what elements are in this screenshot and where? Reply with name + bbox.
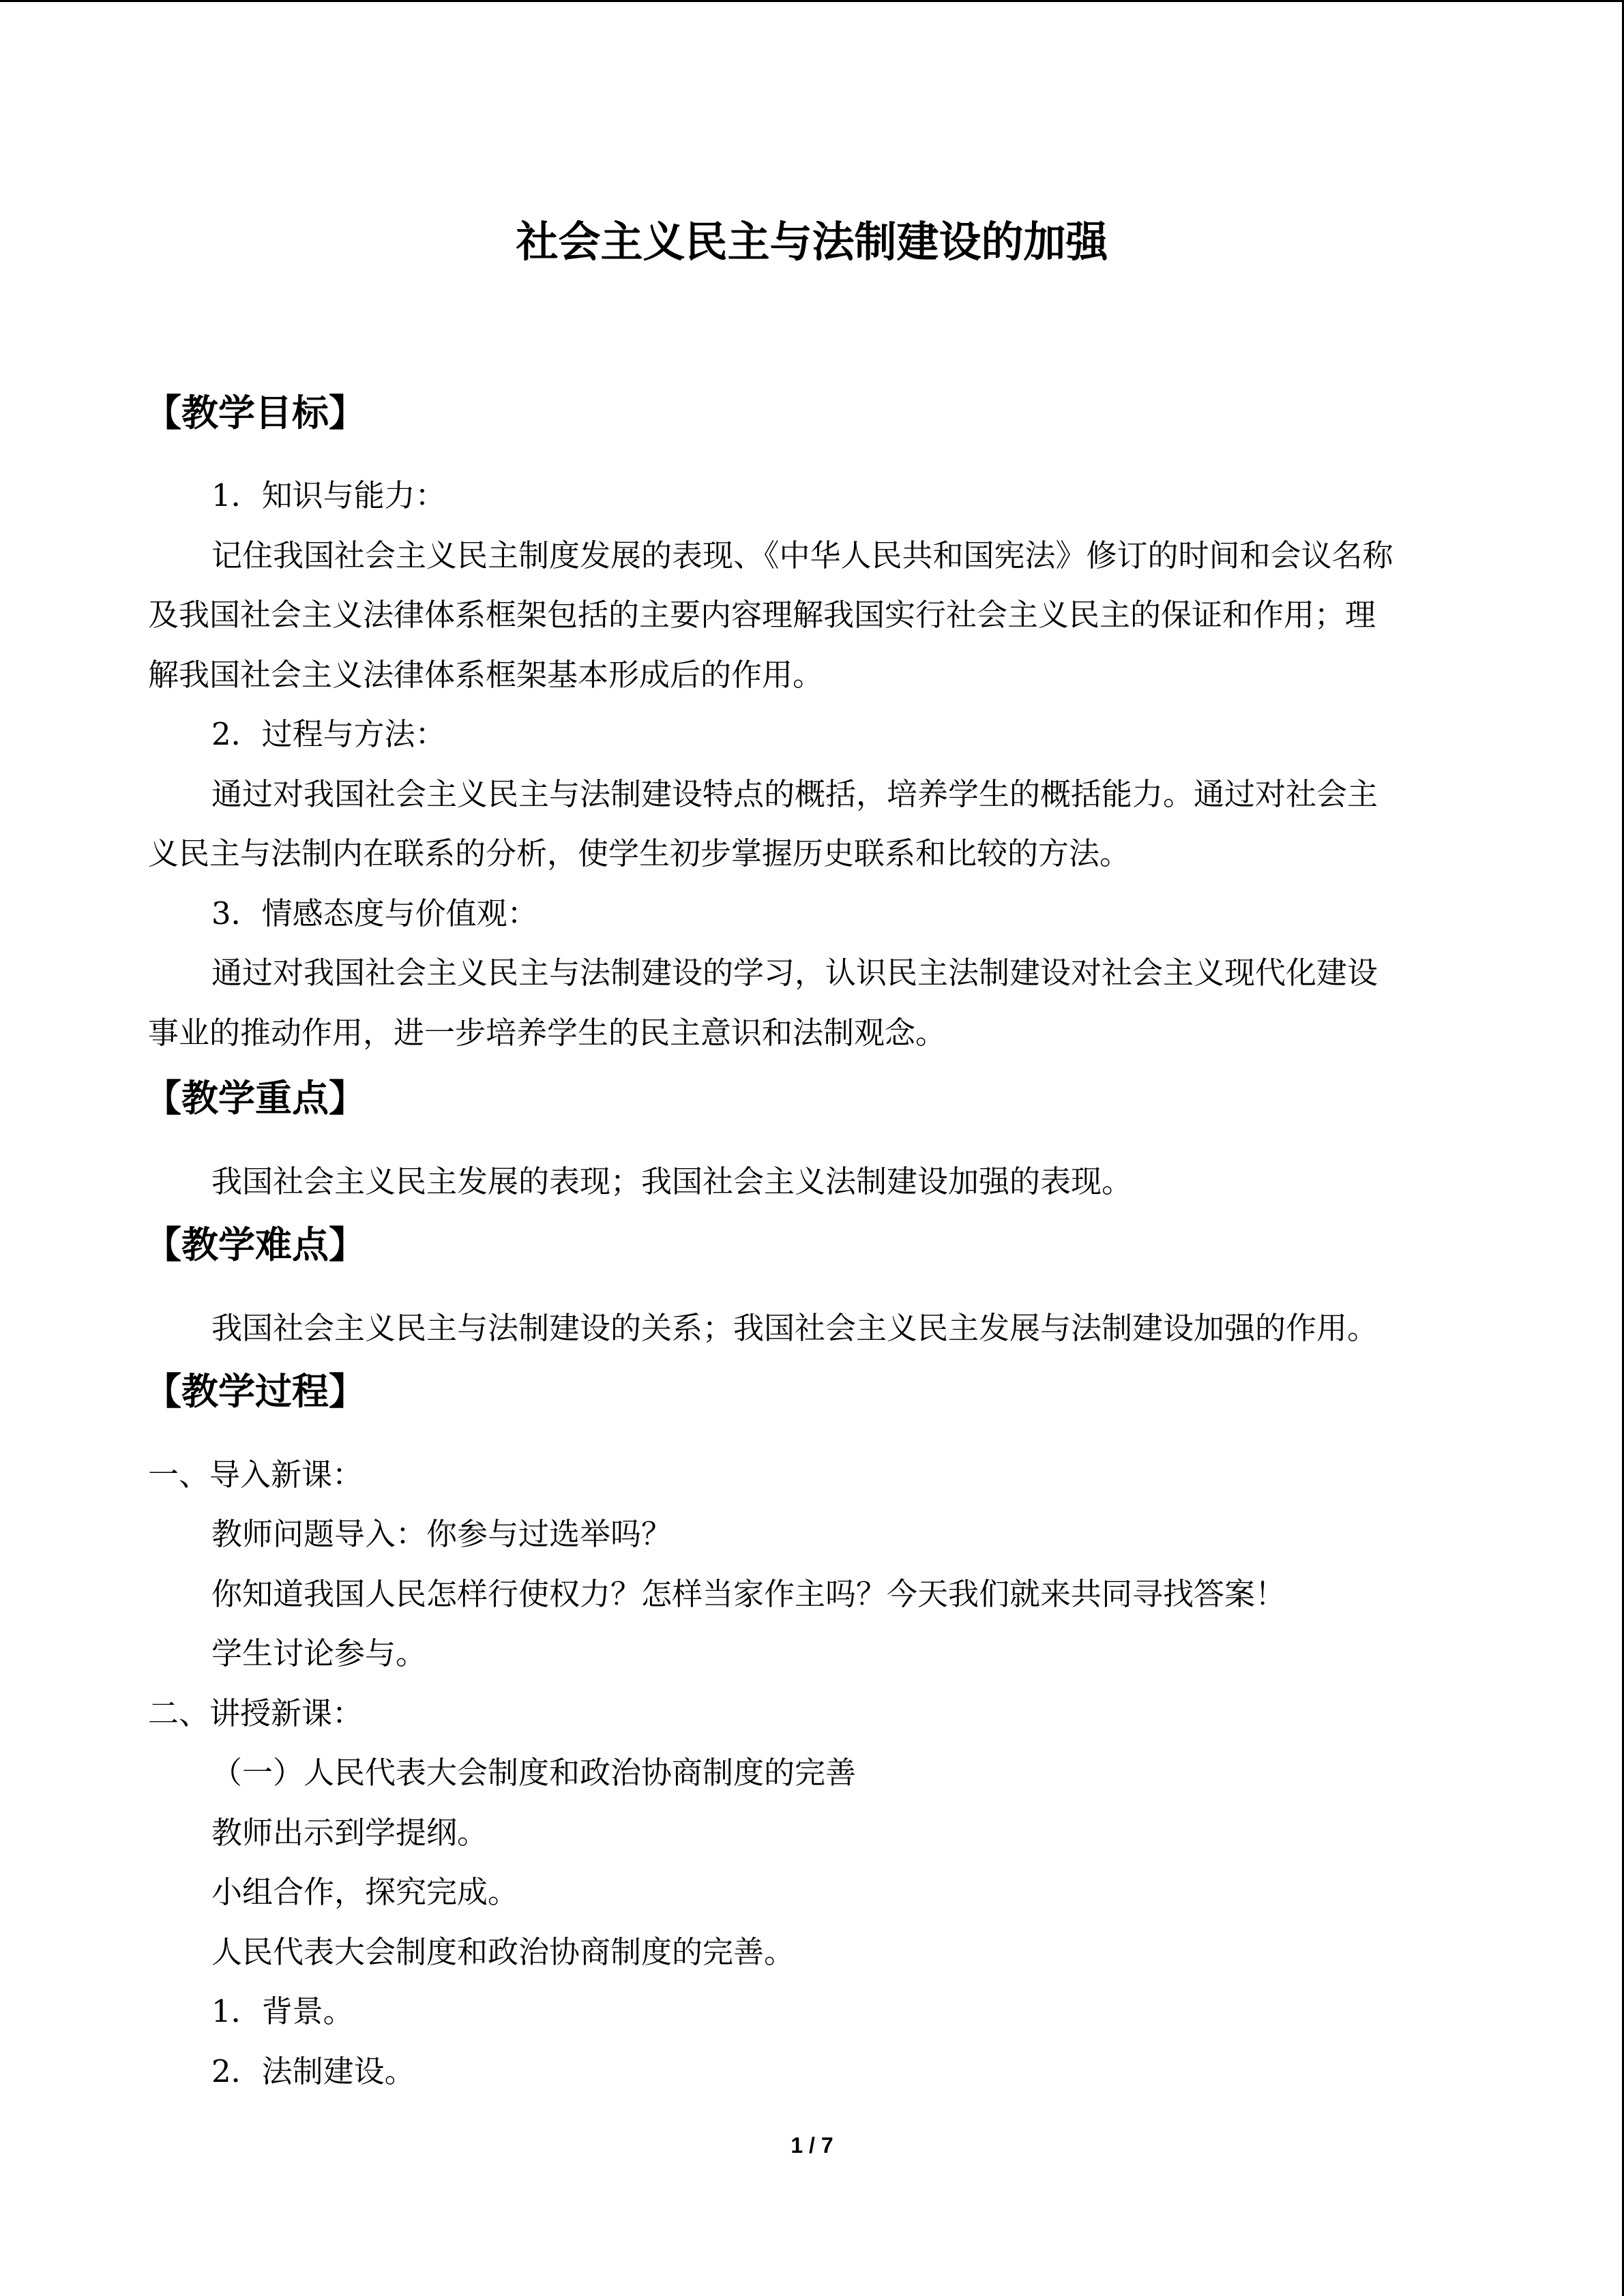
difficulties-text: 我国社会主义民主与法制建设的关系；我国社会主义民主发展与法制建设加强的作用。 <box>211 1310 1378 1346</box>
goal-paragraph-1-line-3: 解我国社会主义法律体系框架基本形成后的作用。 <box>148 657 824 693</box>
goal-item-3: 3．情感态度与价值观： <box>211 895 538 931</box>
process-section-1-line-2: 你知道我国人民怎样行使权力？怎样当家作主吗？今天我们就来共同寻找答案！ <box>211 1576 1286 1612</box>
key-points-text: 我国社会主义民主发展的表现；我国社会主义法制建设加强的表现。 <box>211 1163 1133 1199</box>
process-section-2: 二、讲授新课： <box>148 1695 364 1731</box>
heading-teaching-process: 【教学过程】 <box>145 1370 366 1413</box>
process-section-2-line-2: 小组合作，探究完成。 <box>211 1874 519 1910</box>
goal-paragraph-1-line-2: 及我国社会主义法律体系框架包括的主要内容理解我国实行社会主义民主的保证和作用；理 <box>148 597 1376 633</box>
process-section-2-line-3: 人民代表大会制度和政治协商制度的完善。 <box>211 1934 795 1970</box>
heading-teaching-difficulties: 【教学难点】 <box>145 1223 366 1266</box>
process-section-2-line-1: 教师出示到学提纲。 <box>211 1815 488 1851</box>
goal-item-1: 1．知识与能力： <box>211 477 446 513</box>
goal-item-2: 2．过程与方法： <box>211 716 446 752</box>
heading-teaching-goals: 【教学目标】 <box>145 391 366 434</box>
goal-paragraph-2-line-2: 义民主与法制内在联系的分析，使学生初步掌握历史联系和比较的方法。 <box>148 835 1131 871</box>
process-section-2-line-5: 2．法制建设。 <box>211 2053 415 2089</box>
goal-paragraph-1-line-1: 记住我国社会主义民主制度发展的表现、《中华人民共和国宪法》修订的时间和会议名称 <box>211 537 1393 573</box>
goal-paragraph-2-line-1: 通过对我国社会主义民主与法制建设特点的概括，培养学生的概括能力。通过对社会主 <box>211 776 1378 812</box>
goal-paragraph-3-line-2: 事业的推动作用，进一步培养学生的民主意识和法制观念。 <box>148 1015 947 1051</box>
heading-teaching-key-points: 【教学重点】 <box>145 1077 366 1120</box>
process-section-1-line-3: 学生讨论参与。 <box>211 1635 427 1671</box>
page-number: 1 / 7 <box>791 2133 833 2158</box>
process-section-1: 一、导入新课： <box>148 1457 364 1493</box>
process-section-2-line-4: 1．背景。 <box>211 1993 354 2029</box>
process-section-1-line-1: 教师问题导入：你参与过选举吗？ <box>211 1516 673 1552</box>
process-subsection-1: （一）人民代表大会制度和政治协商制度的完善 <box>211 1755 857 1791</box>
goal-paragraph-3-line-1: 通过对我国社会主义民主与法制建设的学习，认识民主法制建设对社会主义现代化建设 <box>211 955 1378 991</box>
page-top-border <box>0 0 1624 2</box>
document-title: 社会主义民主与法制建设的加强 <box>516 217 1108 267</box>
